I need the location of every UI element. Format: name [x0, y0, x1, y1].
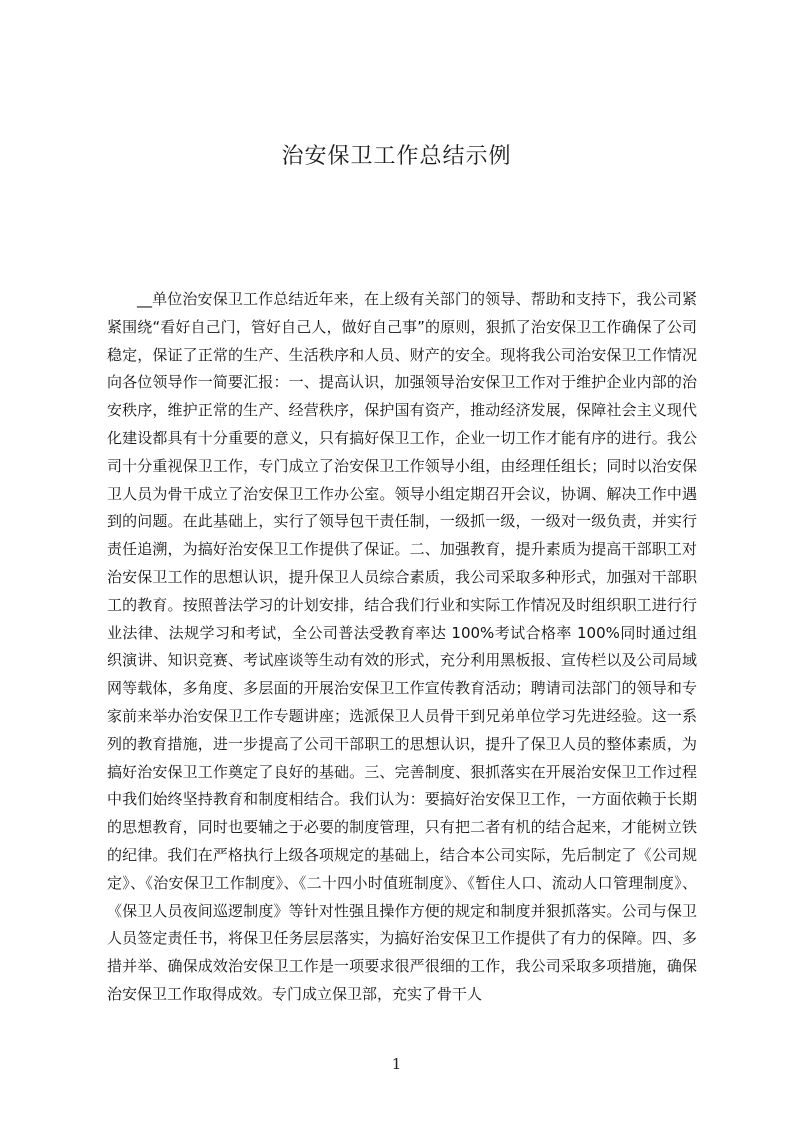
document-title: 治安保卫工作总结示例 — [281, 144, 512, 169]
document-body-paragraph: __单位治安保卫工作总结近年来，在上级有关部门的领导、帮助和支持下，我公司紧紧围绕“看好自己门，管好自己人，做好自己事”的原则，狠抓了治安保卫工作确保了公司稳定，保证了正常的生产、生活秩序和人员、财产的安全。现将我公司治安保卫工作情况向各位领导作一简要汇报：一、提高认识，加强领导治安保卫工作对于维护企业内部的治安秩序，维护正常的生产、经营秩序，保护国有资产，推动经济发展，保障社会主义现代化建设都具有十分重要的意义，只有搞好保卫工作，企业一切工作才能有序的进行。我公司十分重视保卫工作，专门成立了治安保卫工作领导小组，由经理任组长；同时以治安保卫人员为骨干成立了治安保卫工作办公室。领导小组定期召开会议，协调、解决工作中遇到的问题。在此基础上，实行了领导包干责任制，一级抓一级，一级对一级负责，并实行责任追溯，为搞好治安保卫工作提供了保证。二、加强教育，提升素质为提高干部职工对治安保卫工作的思想认识，提升保卫人员综合素质，我公司采取多种形式，加强对干部职工的教育。按照普法学习的计划安排，结合我们行业和实际工作情况及时组织职工进行行业法律、法规学习和考试，全公司普法受教育率达 100%考试合格率 100%同时通过组织演讲、知识竞赛、考试座谈等生动有效的形式，充分利用黑板报、宣传栏以及公司局域网等载体，多角度、多层面的开展治安保卫工作宣传教育活动；聘请司法部门的领导和专家前来举办治安保卫工作专题讲座；选派保卫人员骨干到兄弟单位学习先进经验。这一系列的教育措施，进一步提高了公司干部职工的思想认识，提升了保卫人员的整体素质，为搞好治安保卫工作奠定了良好的基础。三、完善制度、狠抓落实在开展治安保卫工作过程中我们始终坚持教育和制度相结合。我们认为：要搞好治安保卫工作，一方面依赖于长期的思想教育，同时也要辅之于必要的制度管理，只有把二者有机的结合起来，才能树立铁的纪律。我们在严格执行上级各项规定的基础上，结合本公司实际，先后制定了《公司规定》、《治安保卫工作制度》、《二十四小时值班制度》、《暂住人口、流动人口管理制度》、《保卫人员夜间巡逻制度》等针对性强且操作方便的规定和制度并狠抓落实。公司与保卫人员签定责任书，将保卫任务层层落实，为搞好治安保卫工作提供了有力的保障。四、多措并举、确保成效治安保卫工作是一项要求很严很细的工作，我公司采取多项措施，确保治安保卫工作取得成效。专门成立保卫部，充实了骨干人 — [107, 290, 697, 1003]
page-number: 1 — [391, 1055, 402, 1073]
